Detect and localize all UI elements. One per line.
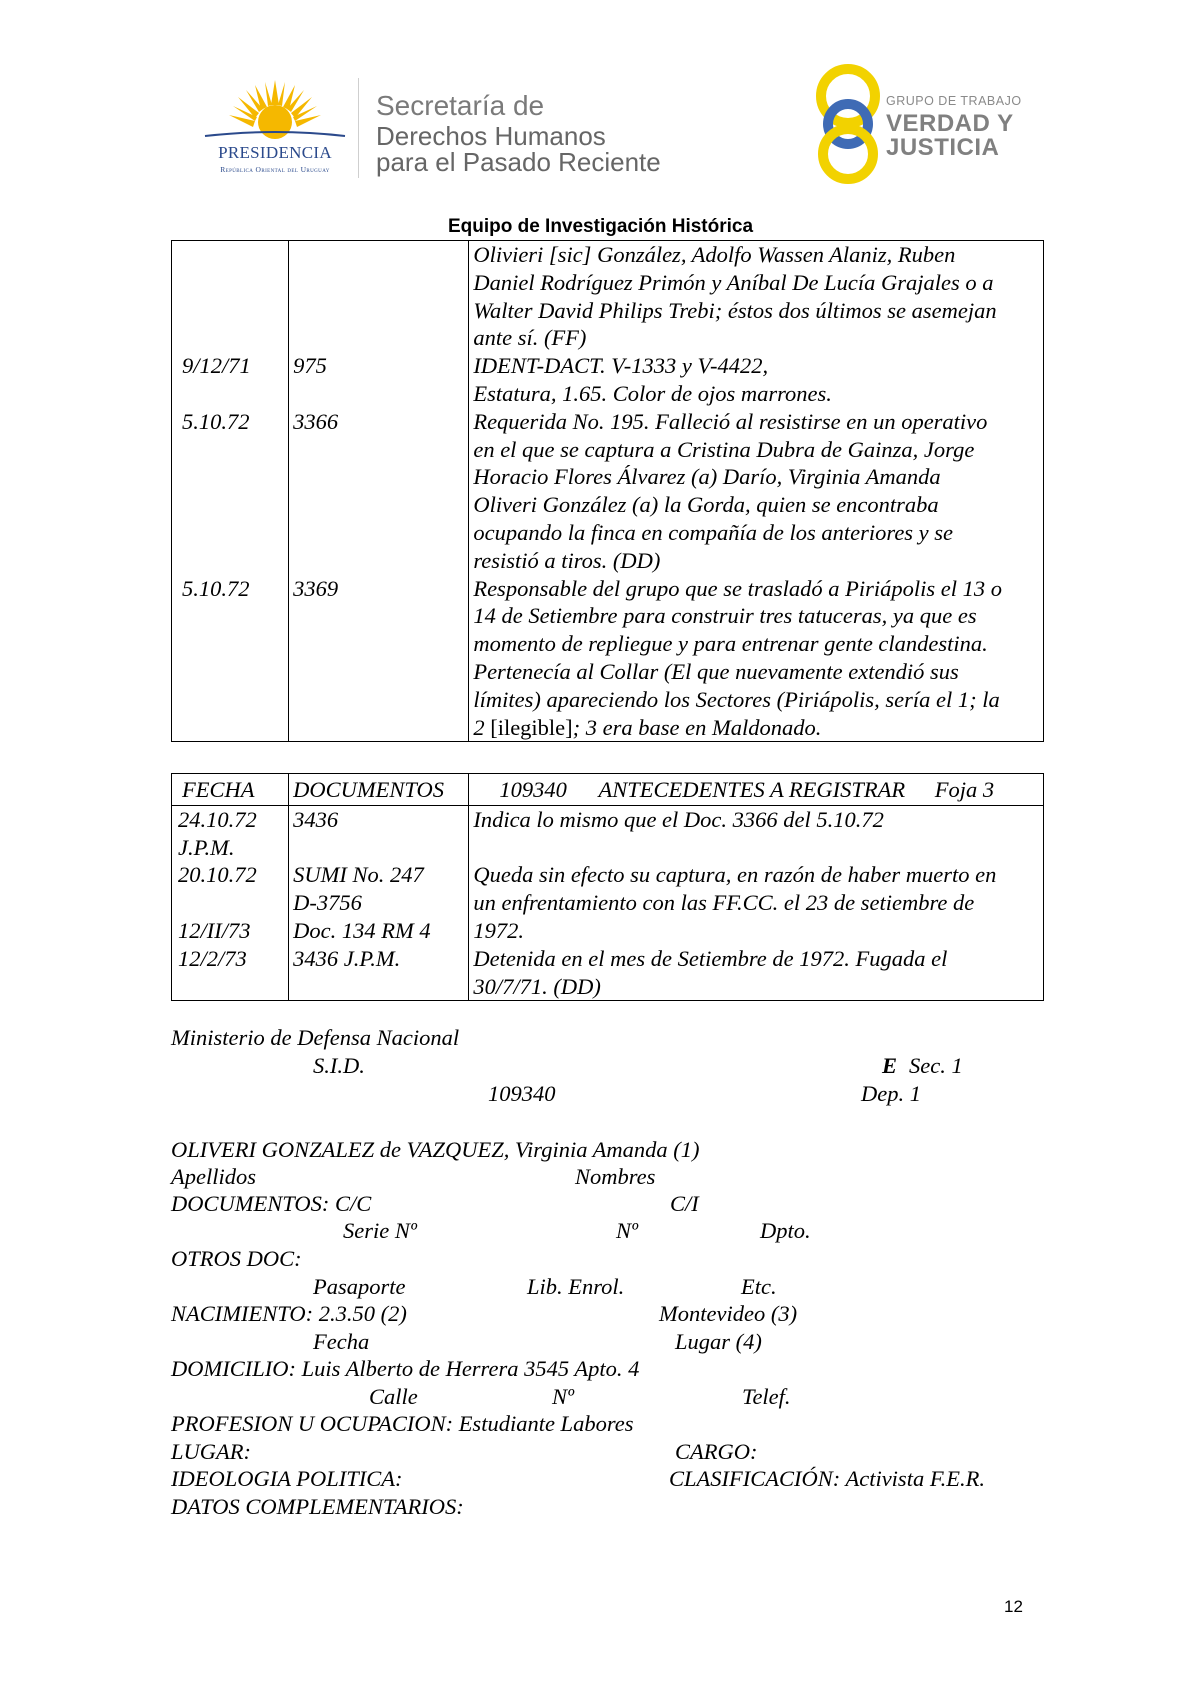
row-fecha: 12/2/73 — [178, 945, 247, 971]
verdad-justicia-logo — [812, 62, 1032, 187]
col-antecedentes-header: ANTECEDENTES A REGISTRAR — [598, 777, 906, 802]
table-row — [172, 945, 1044, 1001]
presidencia-logo — [195, 80, 355, 180]
table-row — [172, 575, 1044, 742]
row-documento: 3369 — [289, 575, 469, 742]
lugar-4-label: Lugar (4) — [675, 1329, 762, 1354]
header-divider — [358, 78, 359, 178]
lib-enrol-label: Lib. Enrol. — [527, 1274, 625, 1299]
row-text-line: un enfrentamiento con las FF.CC. el 23 de setiembre de — [473, 890, 975, 916]
datos-complementarios-label: DATOS COMPLEMENTARIOS: — [171, 1494, 464, 1519]
row-text-line: Pertenecía al Collar (El que nuevamente extendió sus — [473, 658, 959, 684]
calle-label: Calle — [369, 1384, 418, 1409]
row-documento: 975 — [289, 352, 469, 408]
ministerio-label: Ministerio de Defensa Nacional — [171, 1025, 460, 1050]
row-documento: SUMI No. 247 — [293, 862, 424, 888]
lugar-nacimiento-value: Montevideo (3) — [659, 1301, 798, 1326]
row-text-line: Indica lo mismo que el Doc. 3366 del 5.10.72 — [473, 806, 884, 832]
row-text-line: 1972. — [473, 917, 524, 943]
row-text-line: Detenida en el mes de Setiembre de 1972. Fugada el — [473, 945, 948, 971]
pasaporte-label: Pasaporte — [313, 1274, 406, 1299]
row-fecha: 5.10.72 — [172, 408, 289, 575]
sec-label: Sec. 1 — [909, 1053, 963, 1078]
ilegible-note: [ilegible] — [490, 714, 573, 740]
grupo-trabajo-label: GRUPO DE TRABAJO — [886, 94, 1022, 108]
row-text-line: resistió a tiros. (DD) — [473, 547, 661, 573]
table-row — [172, 861, 1044, 944]
row-documento: 3436 J.P.M. — [293, 945, 401, 971]
cargo-label: CARGO: — [675, 1439, 758, 1464]
row-fecha — [178, 889, 286, 917]
row-text-line: IDENT-DACT. V-1333 y V-4422, — [473, 353, 769, 379]
secretaria-line-1: Secretaría de — [376, 90, 545, 121]
sun-emblem-icon — [195, 80, 355, 140]
row-fecha: 20.10.72 — [178, 862, 257, 888]
numero-calle-label: Nº — [552, 1384, 574, 1409]
row-fecha: 9/12/71 — [172, 352, 289, 408]
row-text-line: Daniel Rodríguez Primón y Aníbal De Lucía Grajales o a — [473, 269, 994, 295]
nombres-label: Nombres — [575, 1164, 656, 1189]
row-fecha: J.P.M. — [178, 834, 235, 860]
presidencia-label: PRESIDENCIA — [218, 143, 332, 162]
table-row — [172, 408, 1044, 575]
secretaria-line-2: Derechos Humanos — [376, 121, 606, 151]
telef-label: Telef. — [742, 1384, 791, 1409]
antecedentes-table — [171, 773, 1044, 1001]
table-row — [172, 352, 1044, 408]
row-fecha: 5.10.72 — [172, 575, 289, 742]
col-fecha-header: FECHA — [172, 774, 289, 806]
fecha-label: Fecha — [313, 1329, 370, 1354]
row-text-line: Queda sin efecto su captura, en razón de haber muerto en — [473, 862, 997, 888]
row-text-line: Walter David Philips Trebi; éstos dos últimos se asemejan — [473, 297, 997, 323]
numero-label: Nº — [616, 1218, 638, 1243]
dep-label: Dep. 1 — [861, 1081, 921, 1106]
row-documento: Doc. 134 RM 4 — [293, 917, 431, 943]
row-text-line: ante sí. (FF) — [473, 325, 587, 351]
row-text-line: límites) apareciendo los Sectores (Piriápolis, sería el 1; la — [473, 686, 1000, 712]
ci-label: C/I — [670, 1191, 699, 1216]
row-text-line: 30/7/71. (DD) — [473, 973, 601, 999]
row-documento: 3436 — [293, 806, 339, 832]
otros-doc-label: OTROS DOC: — [171, 1246, 302, 1271]
row-text-line: Requerida No. 195. Falleció al resistirse en un operativo — [473, 408, 988, 434]
verdad-label: VERDAD Y — [886, 110, 1014, 137]
sid-label: S.I.D. — [313, 1053, 365, 1078]
apellidos-label: Apellidos — [171, 1164, 256, 1189]
clasificacion-field: CLASIFICACIÓN: Activista F.E.R. — [669, 1466, 986, 1491]
row-documento: D-3756 — [293, 890, 362, 916]
secretaria-line-3: para el Pasado Reciente — [376, 147, 661, 177]
justicia-label: JUSTICIA — [886, 134, 1000, 161]
row-documento: 3366 — [289, 408, 469, 575]
foja-label: Foja 3 — [934, 777, 995, 802]
interlocked-rings-icon — [812, 62, 892, 187]
row-text-line: 14 de Setiembre para construir tres tatuceras, ya que es — [473, 603, 977, 629]
e-mark: E — [882, 1053, 898, 1078]
row-text-line: en el que se captura a Cristina Dubra de Gainza, Jorge — [473, 436, 975, 462]
documentos-label: DOCUMENTOS: C/C — [171, 1191, 372, 1216]
etc-label: Etc. — [741, 1274, 777, 1299]
registro-numero-form: 109340 — [488, 1081, 556, 1106]
registro-numero: 109340 — [499, 777, 567, 802]
row-text-line: momento de repliegue y para entrenar gente clandestina. — [473, 631, 988, 657]
profesion-field: PROFESION U OCUPACION: Estudiante Labores — [171, 1411, 634, 1436]
table-row — [172, 805, 1044, 861]
domicilio-field: DOMICILIO: Luis Alberto de Herrera 3545 Apto. 4 — [171, 1356, 640, 1381]
nombre-completo: OLIVERI GONZALEZ de VAZQUEZ, Virginia Amanda (1) — [171, 1137, 700, 1162]
dpto-label: Dpto. — [760, 1218, 811, 1243]
equipo-title: Equipo de Investigación Histórica — [447, 216, 754, 237]
nacimiento-field: NACIMIENTO: 2.3.50 (2) — [171, 1301, 407, 1326]
antecedentes-table-continued — [171, 240, 1044, 742]
row-fecha: 12/II/73 — [178, 917, 251, 943]
row-fecha: 24.10.72 — [178, 806, 257, 832]
lugar-label: LUGAR: — [171, 1439, 251, 1464]
row-text-line: Horacio Flores Álvarez (a) Darío, Virginia Amanda — [473, 464, 941, 490]
row-text-line: Olivieri [sic] González, Adolfo Wassen Alaniz, Ruben — [473, 242, 956, 267]
page-number: 12 — [1004, 1597, 1023, 1616]
republica-label: República Oriental del Uruguay — [220, 165, 330, 174]
row-text-line: 2 [ilegible]; 3 era base en Maldonado. — [473, 714, 822, 740]
row-text-line: ocupando la finca en compañía de los anteriores y se — [473, 519, 954, 545]
col-documentos-header: DOCUMENTOS — [289, 774, 469, 806]
row-text-line: Estatura, 1.65. Color de ojos marrones. — [473, 380, 832, 406]
row-text-line: Responsable del grupo que se trasladó a Piriápolis el 13 o — [473, 575, 1003, 601]
table-header-row — [172, 774, 1044, 806]
table-row — [172, 241, 1044, 353]
ideologia-label: IDEOLOGIA POLITICA: — [171, 1466, 403, 1491]
serie-label: Serie Nº — [343, 1218, 417, 1243]
row-text-line: Oliveri González (a) la Gorda, quien se encontraba — [473, 492, 939, 518]
